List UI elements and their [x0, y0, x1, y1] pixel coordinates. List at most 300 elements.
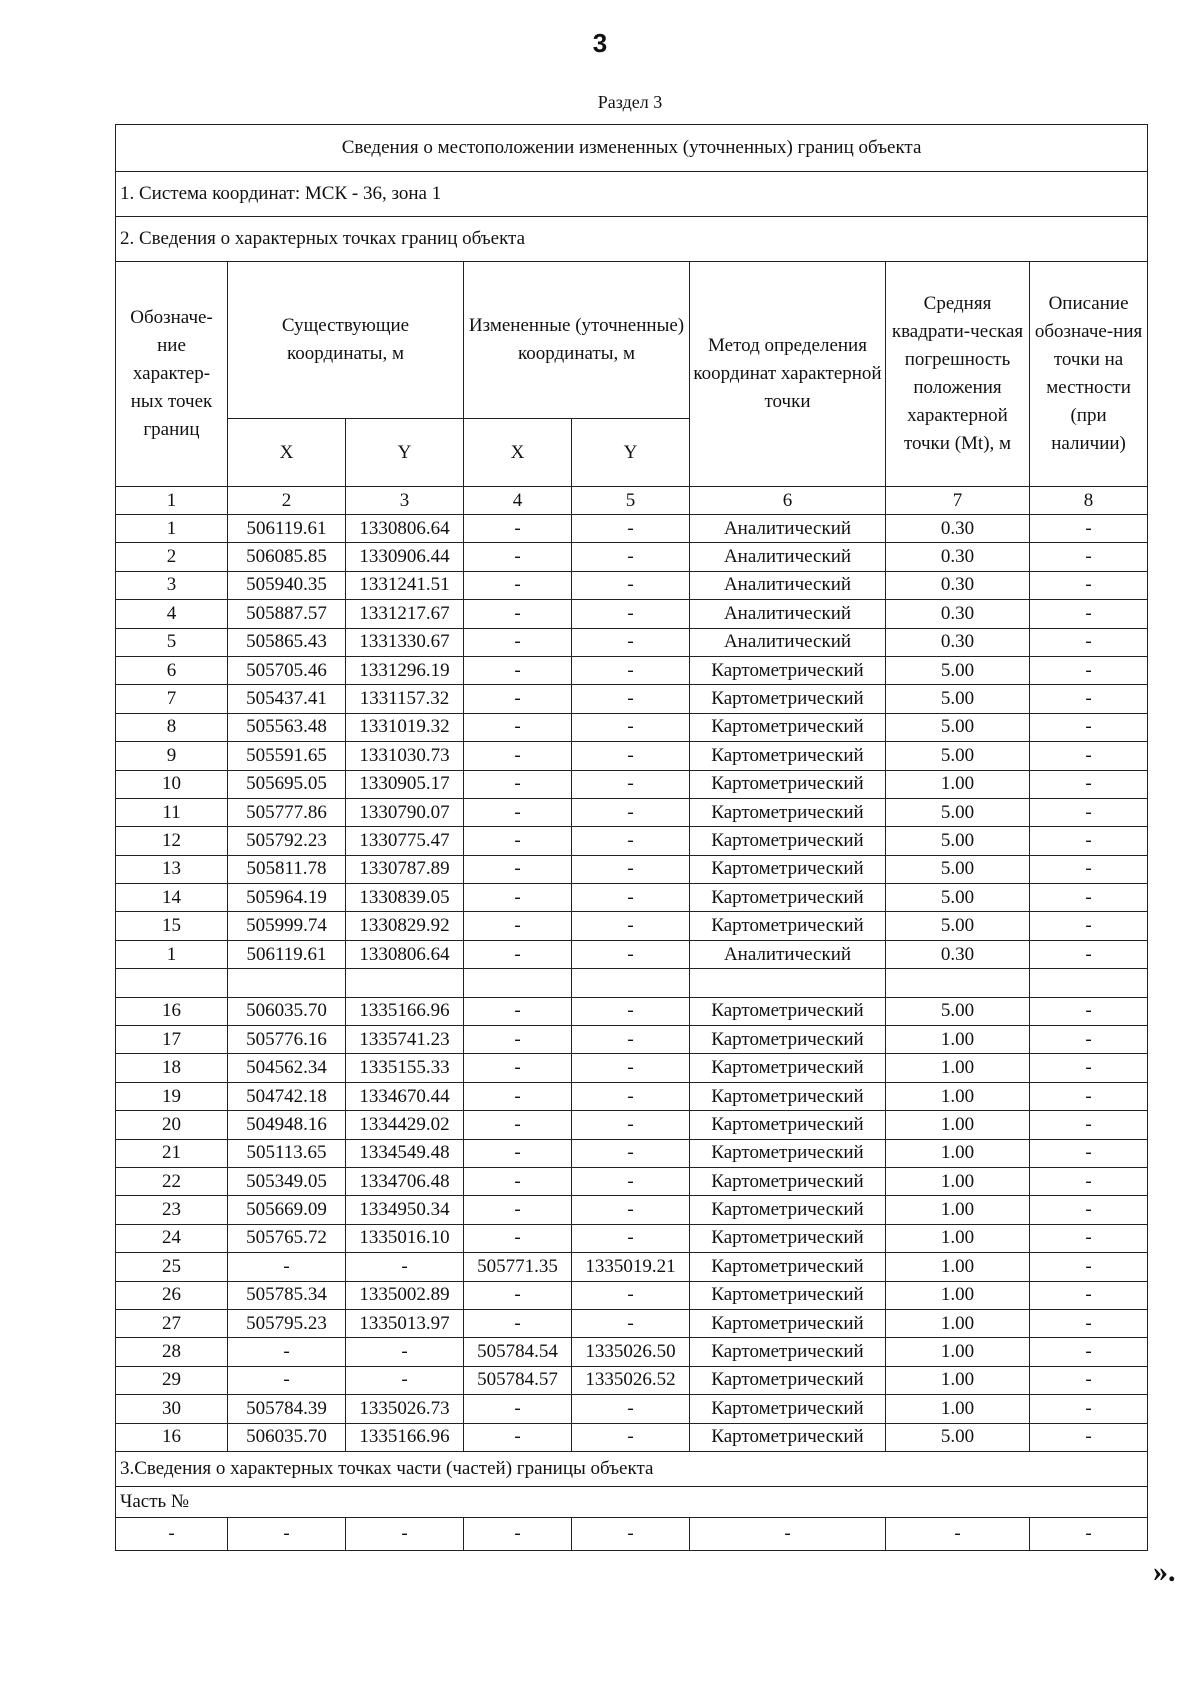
- method-cell: Картометрический: [690, 656, 886, 684]
- existing-y-cell: 1335741.23: [346, 1026, 464, 1054]
- table-row: [116, 1111, 1148, 1139]
- method-cell: Картометрический: [690, 1111, 886, 1139]
- method-cell: Картометрический: [690, 798, 886, 826]
- existing-y-cell: -: [346, 1253, 464, 1281]
- existing-y-cell: 1330806.64: [346, 515, 464, 543]
- point-id-cell: 1: [116, 940, 228, 968]
- existing-x-cell: 506119.61: [228, 515, 346, 543]
- existing-x-cell: 505795.23: [228, 1309, 346, 1337]
- error-cell: 1.00: [886, 1338, 1030, 1366]
- point-id-cell: 1: [116, 515, 228, 543]
- table-row: [116, 1395, 1148, 1423]
- empty-cell: -: [886, 1517, 1030, 1550]
- changed-x-cell: -: [464, 855, 572, 883]
- changed-y-cell: -: [572, 543, 690, 571]
- existing-x-cell: 505669.09: [228, 1196, 346, 1224]
- table-row: [116, 827, 1148, 855]
- changed-x-cell: -: [464, 571, 572, 599]
- empty-cell: -: [572, 1517, 690, 1550]
- table-row: [116, 1054, 1148, 1082]
- point-id-cell: 3: [116, 571, 228, 599]
- changed-y-cell: -: [572, 656, 690, 684]
- existing-y-cell: 1331296.19: [346, 656, 464, 684]
- changed-x-cell: 505784.54: [464, 1338, 572, 1366]
- description-cell: [1030, 969, 1148, 997]
- error-cell: 5.00: [886, 798, 1030, 826]
- changed-y-cell: 1335026.52: [572, 1366, 690, 1394]
- error-cell: 5.00: [886, 685, 1030, 713]
- changed-y-cell: -: [572, 742, 690, 770]
- header-existing-coordinates: Существующие координаты, м: [228, 262, 464, 419]
- empty-cell: -: [346, 1517, 464, 1550]
- changed-y-cell: -: [572, 600, 690, 628]
- existing-x-cell: 505865.43: [228, 628, 346, 656]
- changed-x-cell: -: [464, 742, 572, 770]
- section-title: Раздел 3: [597, 92, 663, 112]
- point-id-cell: 6: [116, 656, 228, 684]
- method-cell: Картометрический: [690, 1054, 886, 1082]
- changed-x-cell: -: [464, 713, 572, 741]
- empty-cell: -: [1030, 1517, 1148, 1550]
- changed-x-cell: -: [464, 1139, 572, 1167]
- empty-cell: -: [116, 1517, 228, 1550]
- error-cell: [886, 969, 1030, 997]
- description-cell: -: [1030, 600, 1148, 628]
- column-number: 4: [464, 487, 572, 515]
- method-cell: Картометрический: [690, 1309, 886, 1337]
- header-changed-y: Y: [572, 419, 690, 487]
- column-number: 5: [572, 487, 690, 515]
- changed-x-cell: -: [464, 997, 572, 1025]
- changed-y-cell: -: [572, 1082, 690, 1110]
- method-cell: Картометрический: [690, 1082, 886, 1110]
- error-cell: 1.00: [886, 770, 1030, 798]
- changed-x-cell: -: [464, 628, 572, 656]
- description-cell: -: [1030, 571, 1148, 599]
- header-changed-coordinates: Измененные (уточненные) координаты, м: [464, 262, 690, 419]
- changed-y-cell: -: [572, 1111, 690, 1139]
- table-row: [116, 940, 1148, 968]
- page-number: 3: [592, 28, 608, 58]
- description-cell: -: [1030, 628, 1148, 656]
- changed-x-cell: 505771.35: [464, 1253, 572, 1281]
- existing-x-cell: [228, 969, 346, 997]
- table-row: [116, 997, 1148, 1025]
- point-id-cell: 2: [116, 543, 228, 571]
- existing-y-cell: -: [346, 1366, 464, 1394]
- point-id-cell: 18: [116, 1054, 228, 1082]
- changed-y-cell: -: [572, 515, 690, 543]
- changed-y-cell: 1335026.50: [572, 1338, 690, 1366]
- point-id-cell: 4: [116, 600, 228, 628]
- error-cell: 5.00: [886, 855, 1030, 883]
- method-cell: Аналитический: [690, 600, 886, 628]
- changed-x-cell: -: [464, 1309, 572, 1337]
- changed-x-cell: -: [464, 656, 572, 684]
- point-id-cell: 17: [116, 1026, 228, 1054]
- error-cell: 1.00: [886, 1139, 1030, 1167]
- changed-y-cell: -: [572, 685, 690, 713]
- changed-x-cell: 505784.57: [464, 1366, 572, 1394]
- error-cell: 1.00: [886, 1082, 1030, 1110]
- existing-y-cell: 1334950.34: [346, 1196, 464, 1224]
- table-row: [116, 1253, 1148, 1281]
- error-cell: 0.30: [886, 543, 1030, 571]
- existing-y-cell: 1335013.97: [346, 1309, 464, 1337]
- existing-x-cell: 505777.86: [228, 798, 346, 826]
- point-id-cell: 28: [116, 1338, 228, 1366]
- changed-x-cell: -: [464, 1224, 572, 1252]
- method-cell: Картометрический: [690, 1224, 886, 1252]
- method-cell: Картометрический: [690, 1338, 886, 1366]
- description-cell: -: [1030, 1253, 1148, 1281]
- error-cell: 1.00: [886, 1253, 1030, 1281]
- changed-x-cell: -: [464, 1082, 572, 1110]
- header-existing-x: X: [228, 419, 346, 487]
- point-id-cell: 14: [116, 884, 228, 912]
- changed-y-cell: -: [572, 571, 690, 599]
- existing-x-cell: 504742.18: [228, 1082, 346, 1110]
- existing-y-cell: 1331330.67: [346, 628, 464, 656]
- changed-y-cell: -: [572, 1423, 690, 1451]
- error-cell: 0.30: [886, 571, 1030, 599]
- error-cell: 1.00: [886, 1167, 1030, 1195]
- point-id-cell: 29: [116, 1366, 228, 1394]
- points-heading: 2. Сведения о характерных точках границ объекта: [116, 217, 1148, 262]
- table-row: [116, 1309, 1148, 1337]
- column-number: 2: [228, 487, 346, 515]
- point-id-cell: 7: [116, 685, 228, 713]
- existing-x-cell: 506085.85: [228, 543, 346, 571]
- description-cell: -: [1030, 798, 1148, 826]
- description-cell: -: [1030, 1338, 1148, 1366]
- existing-y-cell: 1330790.07: [346, 798, 464, 826]
- existing-y-cell: 1331030.73: [346, 742, 464, 770]
- header-existing-y: Y: [346, 419, 464, 487]
- existing-x-cell: 505999.74: [228, 912, 346, 940]
- changed-x-cell: -: [464, 543, 572, 571]
- point-id-cell: 16: [116, 1423, 228, 1451]
- column-number: 8: [1030, 487, 1148, 515]
- error-cell: 5.00: [886, 742, 1030, 770]
- description-cell: -: [1030, 997, 1148, 1025]
- existing-x-cell: 504562.34: [228, 1054, 346, 1082]
- point-id-cell: 20: [116, 1111, 228, 1139]
- existing-y-cell: 1330787.89: [346, 855, 464, 883]
- method-cell: Картометрический: [690, 884, 886, 912]
- description-cell: -: [1030, 855, 1148, 883]
- method-cell: Картометрический: [690, 1366, 886, 1394]
- description-cell: -: [1030, 1139, 1148, 1167]
- coordinate-system: 1. Система координат: МСК - 36, зона 1: [116, 172, 1148, 217]
- existing-x-cell: 505785.34: [228, 1281, 346, 1309]
- header-changed-x: X: [464, 419, 572, 487]
- parts-heading: 3.Сведения о характерных точках части (частей) границы объекта: [116, 1451, 1148, 1486]
- point-id-cell: [116, 969, 228, 997]
- existing-x-cell: 505437.41: [228, 685, 346, 713]
- changed-y-cell: -: [572, 1026, 690, 1054]
- existing-x-cell: 505113.65: [228, 1139, 346, 1167]
- point-id-cell: 5: [116, 628, 228, 656]
- method-cell: Картометрический: [690, 855, 886, 883]
- point-id-cell: 15: [116, 912, 228, 940]
- point-id-cell: 11: [116, 798, 228, 826]
- empty-cell: -: [690, 1517, 886, 1550]
- existing-y-cell: 1331217.67: [346, 600, 464, 628]
- error-cell: 5.00: [886, 656, 1030, 684]
- existing-y-cell: [346, 969, 464, 997]
- point-id-cell: 10: [116, 770, 228, 798]
- changed-x-cell: -: [464, 1395, 572, 1423]
- error-cell: 1.00: [886, 1395, 1030, 1423]
- existing-y-cell: 1330806.64: [346, 940, 464, 968]
- changed-y-cell: -: [572, 1281, 690, 1309]
- header-point-label: Обозначе-ние характер-ных точек границ: [116, 262, 228, 487]
- table-row: [116, 1281, 1148, 1309]
- existing-y-cell: 1335166.96: [346, 997, 464, 1025]
- changed-y-cell: -: [572, 912, 690, 940]
- existing-y-cell: 1330829.92: [346, 912, 464, 940]
- existing-x-cell: 505349.05: [228, 1167, 346, 1195]
- table-row: [116, 713, 1148, 741]
- column-numbers-row: [116, 487, 1148, 515]
- method-cell: Аналитический: [690, 940, 886, 968]
- table-row: [116, 855, 1148, 883]
- existing-y-cell: 1335002.89: [346, 1281, 464, 1309]
- existing-y-cell: 1334670.44: [346, 1082, 464, 1110]
- method-cell: Аналитический: [690, 543, 886, 571]
- changed-y-cell: 1335019.21: [572, 1253, 690, 1281]
- description-cell: -: [1030, 1026, 1148, 1054]
- changed-x-cell: [464, 969, 572, 997]
- point-id-cell: 19: [116, 1082, 228, 1110]
- table-row: [116, 742, 1148, 770]
- error-cell: 1.00: [886, 1054, 1030, 1082]
- method-cell: Картометрический: [690, 1196, 886, 1224]
- changed-y-cell: -: [572, 628, 690, 656]
- header-method: Метод определения координат характерной точки: [690, 262, 886, 487]
- error-cell: 1.00: [886, 1309, 1030, 1337]
- method-cell: Картометрический: [690, 1026, 886, 1054]
- description-cell: -: [1030, 912, 1148, 940]
- changed-x-cell: -: [464, 940, 572, 968]
- existing-y-cell: 1334706.48: [346, 1167, 464, 1195]
- changed-y-cell: -: [572, 1395, 690, 1423]
- changed-y-cell: -: [572, 1054, 690, 1082]
- error-cell: 1.00: [886, 1366, 1030, 1394]
- existing-y-cell: -: [346, 1338, 464, 1366]
- description-cell: -: [1030, 515, 1148, 543]
- existing-x-cell: 506035.70: [228, 1423, 346, 1451]
- column-number: 7: [886, 487, 1030, 515]
- changed-x-cell: -: [464, 1281, 572, 1309]
- changed-y-cell: -: [572, 713, 690, 741]
- point-id-cell: 26: [116, 1281, 228, 1309]
- method-cell: [690, 969, 886, 997]
- method-cell: Картометрический: [690, 1423, 886, 1451]
- existing-x-cell: 505705.46: [228, 656, 346, 684]
- point-id-cell: 9: [116, 742, 228, 770]
- existing-x-cell: 505784.39: [228, 1395, 346, 1423]
- existing-x-cell: 505591.65: [228, 742, 346, 770]
- changed-y-cell: -: [572, 770, 690, 798]
- method-cell: Картометрический: [690, 1395, 886, 1423]
- closing-quote: ».: [1153, 1555, 1176, 1588]
- changed-y-cell: -: [572, 997, 690, 1025]
- table-row: [116, 1366, 1148, 1394]
- table-row: [116, 656, 1148, 684]
- description-cell: -: [1030, 1309, 1148, 1337]
- error-cell: 1.00: [886, 1224, 1030, 1252]
- method-cell: Картометрический: [690, 912, 886, 940]
- parts-empty-row: [116, 1517, 1148, 1550]
- method-cell: Аналитический: [690, 628, 886, 656]
- error-cell: 5.00: [886, 912, 1030, 940]
- point-id-cell: 13: [116, 855, 228, 883]
- changed-x-cell: -: [464, 1111, 572, 1139]
- table-title: Сведения о местоположении измененных (уточненных) границ объекта: [116, 125, 1148, 172]
- changed-x-cell: -: [464, 884, 572, 912]
- empty-cell: -: [228, 1517, 346, 1550]
- description-cell: -: [1030, 827, 1148, 855]
- method-cell: Картометрический: [690, 1167, 886, 1195]
- error-cell: 1.00: [886, 1111, 1030, 1139]
- existing-y-cell: 1334549.48: [346, 1139, 464, 1167]
- existing-x-cell: 505792.23: [228, 827, 346, 855]
- existing-x-cell: -: [228, 1253, 346, 1281]
- point-id-cell: 21: [116, 1139, 228, 1167]
- header-description: Описание обозначе-ния точки на местности (при наличии): [1030, 262, 1148, 487]
- point-id-cell: 16: [116, 997, 228, 1025]
- table-row: [116, 912, 1148, 940]
- table-row: [116, 884, 1148, 912]
- existing-x-cell: 505563.48: [228, 713, 346, 741]
- column-number: 1: [116, 487, 228, 515]
- table-row: [116, 1338, 1148, 1366]
- table-row: [116, 1423, 1148, 1451]
- error-cell: 0.30: [886, 600, 1030, 628]
- description-cell: -: [1030, 884, 1148, 912]
- description-cell: -: [1030, 1082, 1148, 1110]
- error-cell: 1.00: [886, 1196, 1030, 1224]
- part-number-label: Часть №: [116, 1486, 1148, 1517]
- changed-x-cell: -: [464, 685, 572, 713]
- changed-y-cell: -: [572, 884, 690, 912]
- table-row: [116, 1139, 1148, 1167]
- existing-x-cell: -: [228, 1338, 346, 1366]
- existing-x-cell: 505695.05: [228, 770, 346, 798]
- changed-x-cell: -: [464, 1167, 572, 1195]
- changed-y-cell: -: [572, 1224, 690, 1252]
- existing-y-cell: 1331157.32: [346, 685, 464, 713]
- changed-y-cell: -: [572, 798, 690, 826]
- changed-x-cell: -: [464, 1026, 572, 1054]
- changed-x-cell: -: [464, 912, 572, 940]
- description-cell: -: [1030, 1167, 1148, 1195]
- method-cell: Картометрический: [690, 1281, 886, 1309]
- changed-x-cell: -: [464, 600, 572, 628]
- error-cell: 5.00: [886, 713, 1030, 741]
- changed-x-cell: -: [464, 1054, 572, 1082]
- table-row: [116, 515, 1148, 543]
- existing-x-cell: 505776.16: [228, 1026, 346, 1054]
- table-row: [116, 571, 1148, 599]
- existing-y-cell: 1335166.96: [346, 1423, 464, 1451]
- table-row: [116, 628, 1148, 656]
- method-cell: Картометрический: [690, 770, 886, 798]
- existing-y-cell: 1330906.44: [346, 543, 464, 571]
- changed-y-cell: -: [572, 940, 690, 968]
- description-cell: -: [1030, 685, 1148, 713]
- existing-y-cell: 1330775.47: [346, 827, 464, 855]
- table-row: [116, 1026, 1148, 1054]
- table-row: [116, 1167, 1148, 1195]
- changed-x-cell: -: [464, 798, 572, 826]
- existing-y-cell: 1335016.10: [346, 1224, 464, 1252]
- changed-x-cell: -: [464, 515, 572, 543]
- description-cell: -: [1030, 1054, 1148, 1082]
- description-cell: -: [1030, 713, 1148, 741]
- existing-x-cell: 506119.61: [228, 940, 346, 968]
- existing-x-cell: 505811.78: [228, 855, 346, 883]
- changed-x-cell: -: [464, 1423, 572, 1451]
- description-cell: -: [1030, 1423, 1148, 1451]
- error-cell: 0.30: [886, 940, 1030, 968]
- description-cell: -: [1030, 1111, 1148, 1139]
- point-id-cell: 27: [116, 1309, 228, 1337]
- error-cell: 0.30: [886, 515, 1030, 543]
- description-cell: -: [1030, 940, 1148, 968]
- changed-y-cell: -: [572, 1309, 690, 1337]
- existing-y-cell: 1335155.33: [346, 1054, 464, 1082]
- column-number: 6: [690, 487, 886, 515]
- error-cell: 5.00: [886, 997, 1030, 1025]
- point-id-cell: 8: [116, 713, 228, 741]
- point-id-cell: 12: [116, 827, 228, 855]
- error-cell: 5.00: [886, 884, 1030, 912]
- existing-x-cell: 505964.19: [228, 884, 346, 912]
- existing-x-cell: 506035.70: [228, 997, 346, 1025]
- table-row: [116, 969, 1148, 997]
- description-cell: -: [1030, 656, 1148, 684]
- description-cell: -: [1030, 770, 1148, 798]
- existing-y-cell: 1330905.17: [346, 770, 464, 798]
- description-cell: -: [1030, 1224, 1148, 1252]
- changed-y-cell: -: [572, 1167, 690, 1195]
- changed-x-cell: -: [464, 1196, 572, 1224]
- error-cell: 1.00: [886, 1026, 1030, 1054]
- changed-y-cell: [572, 969, 690, 997]
- changed-x-cell: -: [464, 770, 572, 798]
- existing-y-cell: 1331019.32: [346, 713, 464, 741]
- existing-x-cell: 505765.72: [228, 1224, 346, 1252]
- table-row: [116, 1196, 1148, 1224]
- changed-y-cell: -: [572, 1196, 690, 1224]
- changed-y-cell: -: [572, 827, 690, 855]
- description-cell: -: [1030, 742, 1148, 770]
- table-row: [116, 798, 1148, 826]
- table-row: [116, 1224, 1148, 1252]
- description-cell: -: [1030, 543, 1148, 571]
- error-cell: 0.30: [886, 628, 1030, 656]
- error-cell: 1.00: [886, 1281, 1030, 1309]
- column-number: 3: [346, 487, 464, 515]
- point-id-cell: 30: [116, 1395, 228, 1423]
- method-cell: Картометрический: [690, 1139, 886, 1167]
- existing-y-cell: 1334429.02: [346, 1111, 464, 1139]
- point-id-cell: 24: [116, 1224, 228, 1252]
- point-id-cell: 23: [116, 1196, 228, 1224]
